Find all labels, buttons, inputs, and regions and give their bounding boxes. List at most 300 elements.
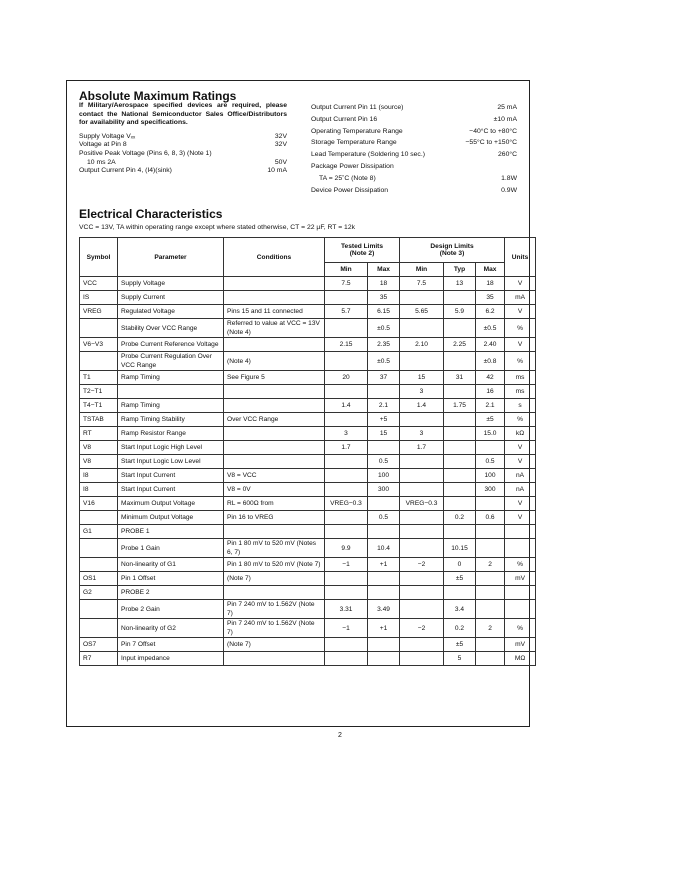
rating-label: 10 ms 2A bbox=[87, 158, 116, 166]
cell-conditions: V8 = 0V bbox=[224, 483, 325, 497]
rating-label: TA = 25˚C (Note 8) bbox=[319, 174, 376, 182]
cell-conditions: Pin 1 80 mV to 520 mV (Notes 6, 7) bbox=[224, 539, 325, 558]
cell-design-min: −2 bbox=[400, 619, 444, 638]
th-tested-min: Min bbox=[325, 263, 368, 277]
rating-label: Output Current Pin 4, (I4)(sink) bbox=[79, 167, 172, 175]
cell-design-min bbox=[400, 572, 444, 586]
ec-table bbox=[79, 237, 536, 666]
cell-units: s bbox=[505, 399, 536, 413]
cell-units: V bbox=[505, 277, 536, 291]
cell-tested-min bbox=[325, 352, 368, 371]
cell-parameter: Minimum Output Voltage bbox=[118, 511, 224, 525]
rating-label: Voltage at Pin 8 bbox=[79, 141, 127, 149]
cell-conditions bbox=[224, 427, 325, 441]
cell-design-max: 15.0 bbox=[476, 427, 505, 441]
cell-design-typ: 3.4 bbox=[444, 600, 476, 619]
cell-tested-min: 5.7 bbox=[325, 305, 368, 319]
cell-design-min: VREG−0.3 bbox=[400, 497, 444, 511]
left-rating bbox=[79, 150, 287, 159]
cell-conditions: (Note 4) bbox=[224, 352, 325, 371]
cell-tested-max: 3.49 bbox=[368, 600, 400, 619]
cell-symbol: T1 bbox=[80, 371, 118, 385]
cell-conditions bbox=[224, 525, 325, 539]
table-row bbox=[80, 600, 536, 619]
cell-tested-min bbox=[325, 385, 368, 399]
cell-units: % bbox=[505, 413, 536, 427]
cell-tested-max: 0.5 bbox=[368, 455, 400, 469]
th-conditions: Conditions bbox=[224, 238, 325, 277]
cell-design-max bbox=[476, 539, 505, 558]
cell-design-max: 2.1 bbox=[476, 399, 505, 413]
cell-symbol bbox=[80, 352, 118, 371]
table-row bbox=[80, 427, 536, 441]
cell-design-min bbox=[400, 413, 444, 427]
right-rating bbox=[311, 102, 517, 114]
cell-units: % bbox=[505, 558, 536, 572]
cell-parameter: Start Input Current bbox=[118, 483, 224, 497]
cell-tested-min: 7.5 bbox=[325, 277, 368, 291]
rating-value: ±10 mA bbox=[493, 115, 517, 123]
cell-units: mV bbox=[505, 638, 536, 652]
cell-design-min: 1.4 bbox=[400, 399, 444, 413]
cell-parameter: PROBE 2 bbox=[118, 586, 224, 600]
cell-design-min bbox=[400, 638, 444, 652]
cell-tested-max bbox=[368, 638, 400, 652]
cell-conditions: Pins 15 and 11 connected bbox=[224, 305, 325, 319]
cell-design-typ: 0 bbox=[444, 558, 476, 572]
rating-value: 10 mA bbox=[267, 167, 287, 175]
cell-design-max bbox=[476, 586, 505, 600]
cell-units: ms bbox=[505, 385, 536, 399]
th-tested-max: Max bbox=[368, 263, 400, 277]
cell-tested-max: 100 bbox=[368, 469, 400, 483]
table-row bbox=[80, 652, 536, 666]
cell-design-min bbox=[400, 319, 444, 338]
cell-design-typ bbox=[444, 469, 476, 483]
cell-units: V bbox=[505, 338, 536, 352]
table-row bbox=[80, 277, 536, 291]
cell-parameter: Ramp Timing bbox=[118, 399, 224, 413]
rating-value: −55°C to +150°C bbox=[465, 139, 517, 147]
cell-parameter: Probe 1 Gain bbox=[118, 539, 224, 558]
cell-conditions bbox=[224, 652, 325, 666]
cell-design-max: 2.40 bbox=[476, 338, 505, 352]
cell-design-typ bbox=[444, 441, 476, 455]
right-rating bbox=[311, 161, 517, 173]
cell-design-min: 1.7 bbox=[400, 441, 444, 455]
cell-symbol: OS1 bbox=[80, 572, 118, 586]
cell-conditions: Referred to value at VCC = 13V (Note 4) bbox=[224, 319, 325, 338]
cell-design-max: 35 bbox=[476, 291, 505, 305]
cell-design-min: −2 bbox=[400, 558, 444, 572]
rating-label: Supply Voltage Vₓₓ bbox=[79, 132, 136, 140]
cell-conditions: V8 = VCC bbox=[224, 469, 325, 483]
cell-conditions: See Figure 5 bbox=[224, 371, 325, 385]
table-row bbox=[80, 586, 536, 600]
cell-units: mA bbox=[505, 291, 536, 305]
table-row bbox=[80, 413, 536, 427]
rating-value: 1.8W bbox=[501, 174, 517, 182]
table-row bbox=[80, 371, 536, 385]
cell-design-typ: 5 bbox=[444, 652, 476, 666]
cell-design-max: 300 bbox=[476, 483, 505, 497]
cell-tested-min: −1 bbox=[325, 619, 368, 638]
cell-design-typ bbox=[444, 483, 476, 497]
cell-units bbox=[505, 586, 536, 600]
table-row bbox=[80, 352, 536, 371]
cell-tested-min bbox=[325, 319, 368, 338]
cell-tested-max: +5 bbox=[368, 413, 400, 427]
cell-parameter: Non-linearity of G2 bbox=[118, 619, 224, 638]
cell-units: mV bbox=[505, 572, 536, 586]
cell-tested-min: VREG−0.3 bbox=[325, 497, 368, 511]
cell-design-min: 5.65 bbox=[400, 305, 444, 319]
cell-design-max: 100 bbox=[476, 469, 505, 483]
cell-design-typ bbox=[444, 291, 476, 305]
ec-conditions: VCC = 13V, TA within operating range except where stated otherwise, CT = 22 µF, RT = 12k bbox=[79, 224, 356, 231]
cell-conditions bbox=[224, 338, 325, 352]
cell-conditions bbox=[224, 441, 325, 455]
cell-tested-max: 300 bbox=[368, 483, 400, 497]
cell-design-typ: 31 bbox=[444, 371, 476, 385]
cell-tested-min: 1.7 bbox=[325, 441, 368, 455]
cell-design-max: 18 bbox=[476, 277, 505, 291]
cell-units bbox=[505, 600, 536, 619]
rating-label: Output Current Pin 16 bbox=[311, 115, 378, 123]
cell-parameter: Stability Over VCC Range bbox=[118, 319, 224, 338]
cell-tested-max: 0.5 bbox=[368, 511, 400, 525]
cell-design-typ bbox=[444, 413, 476, 427]
cell-design-typ bbox=[444, 525, 476, 539]
cell-tested-max bbox=[368, 572, 400, 586]
cell-symbol: T2−T1 bbox=[80, 385, 118, 399]
cell-tested-max: 2.1 bbox=[368, 399, 400, 413]
left-rating bbox=[79, 141, 287, 150]
cell-tested-max bbox=[368, 586, 400, 600]
table-row bbox=[80, 291, 536, 305]
cell-design-typ: 5.9 bbox=[444, 305, 476, 319]
th-units: Units bbox=[505, 238, 536, 277]
cell-tested-max: +1 bbox=[368, 619, 400, 638]
cell-tested-min bbox=[325, 511, 368, 525]
cell-design-max bbox=[476, 497, 505, 511]
cell-symbol: IS bbox=[80, 291, 118, 305]
cell-design-min bbox=[400, 600, 444, 619]
table-row bbox=[80, 469, 536, 483]
cell-design-max: ±0.8 bbox=[476, 352, 505, 371]
cell-parameter: Input impedance bbox=[118, 652, 224, 666]
cell-tested-min bbox=[325, 413, 368, 427]
cell-conditions: Over VCC Range bbox=[224, 413, 325, 427]
cell-units: MΩ bbox=[505, 652, 536, 666]
amr-title: Absolute Maximum Ratings bbox=[79, 89, 237, 103]
cell-units: nA bbox=[505, 469, 536, 483]
cell-symbol: G2 bbox=[80, 586, 118, 600]
table-row bbox=[80, 619, 536, 638]
cell-tested-min bbox=[325, 586, 368, 600]
cell-units: kΩ bbox=[505, 427, 536, 441]
cell-design-min bbox=[400, 586, 444, 600]
cell-design-min bbox=[400, 539, 444, 558]
rating-value: 32V bbox=[274, 141, 287, 149]
cell-tested-min: 1.4 bbox=[325, 399, 368, 413]
cell-symbol: TSTAB bbox=[80, 413, 118, 427]
cell-design-min bbox=[400, 352, 444, 371]
cell-parameter: Pin 7 Offset bbox=[118, 638, 224, 652]
cell-symbol: V8 bbox=[80, 455, 118, 469]
cell-conditions bbox=[224, 291, 325, 305]
cell-tested-max bbox=[368, 497, 400, 511]
table-row bbox=[80, 319, 536, 338]
cell-parameter: Maximum Output Voltage bbox=[118, 497, 224, 511]
cell-conditions bbox=[224, 399, 325, 413]
cell-tested-min bbox=[325, 652, 368, 666]
cell-design-max: 6.2 bbox=[476, 305, 505, 319]
cell-symbol bbox=[80, 600, 118, 619]
cell-symbol bbox=[80, 539, 118, 558]
cell-parameter: Pin 1 Offset bbox=[118, 572, 224, 586]
cell-tested-max: 10.4 bbox=[368, 539, 400, 558]
right-rating bbox=[311, 126, 517, 138]
cell-tested-max: 35 bbox=[368, 291, 400, 305]
table-row bbox=[80, 511, 536, 525]
cell-design-max: 0.6 bbox=[476, 511, 505, 525]
ec-title: Electrical Characteristics bbox=[79, 207, 223, 221]
cell-tested-max: 6.15 bbox=[368, 305, 400, 319]
cell-parameter: Start Input Logic Low Level bbox=[118, 455, 224, 469]
cell-tested-max: 37 bbox=[368, 371, 400, 385]
cell-design-max bbox=[476, 600, 505, 619]
cell-tested-min: 20 bbox=[325, 371, 368, 385]
cell-tested-min: 9.9 bbox=[325, 539, 368, 558]
rating-label: Output Current Pin 11 (source) bbox=[311, 104, 404, 111]
table-row bbox=[80, 338, 536, 352]
cell-design-typ bbox=[444, 319, 476, 338]
cell-tested-min: −1 bbox=[325, 558, 368, 572]
cell-design-max bbox=[476, 441, 505, 455]
cell-conditions bbox=[224, 277, 325, 291]
cell-conditions: Pin 7 240 mV to 1.562V (Note 7) bbox=[224, 600, 325, 619]
table-row bbox=[80, 572, 536, 586]
cell-design-typ bbox=[444, 497, 476, 511]
rating-label: Positive Peak Voltage (Pins 6, 8, 3) (Note 1) bbox=[79, 149, 212, 157]
cell-design-typ bbox=[444, 385, 476, 399]
cell-design-min bbox=[400, 469, 444, 483]
cell-design-max bbox=[476, 652, 505, 666]
table-row bbox=[80, 525, 536, 539]
right-rating bbox=[311, 137, 517, 149]
table-row bbox=[80, 558, 536, 572]
cell-parameter: Ramp Timing bbox=[118, 371, 224, 385]
cell-symbol: VCC bbox=[80, 277, 118, 291]
cell-symbol: RT bbox=[80, 427, 118, 441]
table-row bbox=[80, 455, 536, 469]
cell-tested-min bbox=[325, 469, 368, 483]
cell-design-min: 3 bbox=[400, 385, 444, 399]
cell-units bbox=[505, 525, 536, 539]
cell-design-min bbox=[400, 525, 444, 539]
rating-value: 50V bbox=[274, 158, 287, 166]
cell-design-min: 7.5 bbox=[400, 277, 444, 291]
cell-design-min bbox=[400, 511, 444, 525]
cell-tested-max: 18 bbox=[368, 277, 400, 291]
table-row bbox=[80, 638, 536, 652]
cell-units: V bbox=[505, 305, 536, 319]
cell-design-min bbox=[400, 291, 444, 305]
cell-conditions: Pin 1 80 mV to 520 mV (Note 7) bbox=[224, 558, 325, 572]
cell-design-typ: 1.75 bbox=[444, 399, 476, 413]
cell-tested-min: 3.31 bbox=[325, 600, 368, 619]
cell-tested-max bbox=[368, 525, 400, 539]
cell-parameter: Non-linearity of G1 bbox=[118, 558, 224, 572]
rating-label: Storage Temperature Range bbox=[311, 139, 397, 147]
cell-tested-min: 3 bbox=[325, 427, 368, 441]
cell-design-max bbox=[476, 525, 505, 539]
cell-design-typ: 10.15 bbox=[444, 539, 476, 558]
rating-value: 0.9W bbox=[501, 186, 517, 194]
cell-parameter: PROBE 1 bbox=[118, 525, 224, 539]
cell-design-max: 2 bbox=[476, 558, 505, 572]
th-design-typ: Typ bbox=[444, 263, 476, 277]
cell-parameter: Supply Current bbox=[118, 291, 224, 305]
cell-tested-max: ±0.5 bbox=[368, 352, 400, 371]
th-design-max: Max bbox=[476, 263, 505, 277]
cell-parameter: Ramp Timing Stability bbox=[118, 413, 224, 427]
cell-tested-max bbox=[368, 441, 400, 455]
page-number: 2 bbox=[338, 732, 342, 739]
th-design-min: Min bbox=[400, 263, 444, 277]
cell-tested-max: ±0.5 bbox=[368, 319, 400, 338]
cell-units: ms bbox=[505, 371, 536, 385]
rating-value: 260°C bbox=[498, 151, 517, 159]
cell-design-typ: 0.2 bbox=[444, 511, 476, 525]
rating-label: Device Power Dissipation bbox=[311, 186, 389, 194]
cell-units: nA bbox=[505, 483, 536, 497]
amr-left-column bbox=[79, 102, 287, 176]
cell-units bbox=[505, 539, 536, 558]
cell-design-typ: ±5 bbox=[444, 572, 476, 586]
cell-conditions bbox=[224, 385, 325, 399]
cell-design-min: 15 bbox=[400, 371, 444, 385]
cell-design-min bbox=[400, 483, 444, 497]
cell-symbol: T4−T1 bbox=[80, 399, 118, 413]
cell-design-max: 42 bbox=[476, 371, 505, 385]
cell-tested-max bbox=[368, 385, 400, 399]
cell-symbol: G1 bbox=[80, 525, 118, 539]
cell-parameter: Ramp Resistor Range bbox=[118, 427, 224, 441]
cell-conditions: RL = 600Ω from bbox=[224, 497, 325, 511]
cell-parameter: Start Input Logic High Level bbox=[118, 441, 224, 455]
cell-design-typ: 2.25 bbox=[444, 338, 476, 352]
amr-right-column bbox=[311, 102, 517, 196]
cell-design-min bbox=[400, 652, 444, 666]
rating-value: −40°C to +80°C bbox=[469, 127, 517, 135]
cell-tested-min bbox=[325, 291, 368, 305]
cell-symbol: OS7 bbox=[80, 638, 118, 652]
cell-design-typ bbox=[444, 427, 476, 441]
right-rating bbox=[311, 149, 517, 161]
cell-tested-min bbox=[325, 572, 368, 586]
cell-symbol bbox=[80, 319, 118, 338]
cell-tested-min bbox=[325, 525, 368, 539]
table-row bbox=[80, 399, 536, 413]
cell-design-max: 2 bbox=[476, 619, 505, 638]
cell-units: V bbox=[505, 441, 536, 455]
cell-tested-min bbox=[325, 638, 368, 652]
cell-parameter: Regulated Voltage bbox=[118, 305, 224, 319]
cell-units: % bbox=[505, 619, 536, 638]
table-row bbox=[80, 539, 536, 558]
cell-parameter: Start Input Current bbox=[118, 469, 224, 483]
rating-label: Lead Temperature (Soldering 10 sec.) bbox=[311, 151, 425, 159]
cell-conditions bbox=[224, 586, 325, 600]
cell-tested-min: 2.15 bbox=[325, 338, 368, 352]
cell-design-typ: 0.2 bbox=[444, 619, 476, 638]
cell-tested-max bbox=[368, 652, 400, 666]
cell-symbol bbox=[80, 619, 118, 638]
th-parameter: Parameter bbox=[118, 238, 224, 277]
cell-parameter: Probe Current Regulation Over VCC Range bbox=[118, 352, 224, 371]
cell-tested-min bbox=[325, 455, 368, 469]
table-row bbox=[80, 385, 536, 399]
th-design: Design Limits (Note 3) bbox=[400, 238, 505, 263]
rating-label: Package Power Dissipation bbox=[311, 162, 394, 170]
cell-design-max: ±5 bbox=[476, 413, 505, 427]
rating-value: 25 mA bbox=[497, 104, 517, 111]
cell-conditions: (Note 7) bbox=[224, 572, 325, 586]
table-row bbox=[80, 441, 536, 455]
left-rating bbox=[79, 167, 287, 176]
cell-tested-max: 15 bbox=[368, 427, 400, 441]
cell-design-typ bbox=[444, 586, 476, 600]
left-rating bbox=[79, 133, 287, 142]
cell-design-min bbox=[400, 455, 444, 469]
cell-tested-max: 2.35 bbox=[368, 338, 400, 352]
right-rating bbox=[311, 173, 517, 185]
cell-units: % bbox=[505, 352, 536, 371]
cell-conditions bbox=[224, 455, 325, 469]
rating-value: 32V bbox=[274, 132, 287, 140]
cell-design-max bbox=[476, 638, 505, 652]
cell-units: V bbox=[505, 511, 536, 525]
table-row bbox=[80, 305, 536, 319]
cell-parameter bbox=[118, 385, 224, 399]
cell-symbol: I8 bbox=[80, 483, 118, 497]
cell-design-max bbox=[476, 572, 505, 586]
right-rating bbox=[311, 114, 517, 126]
cell-design-typ bbox=[444, 352, 476, 371]
rating-label: Operating Temperature Range bbox=[311, 127, 403, 135]
cell-design-min: 3 bbox=[400, 427, 444, 441]
cell-design-typ: ±5 bbox=[444, 638, 476, 652]
cell-symbol: R7 bbox=[80, 652, 118, 666]
cell-tested-min bbox=[325, 483, 368, 497]
cell-design-typ: 13 bbox=[444, 277, 476, 291]
cell-parameter: Probe 2 Gain bbox=[118, 600, 224, 619]
table-row bbox=[80, 497, 536, 511]
th-tested: Tested Limits (Note 2) bbox=[325, 238, 400, 263]
th-symbol: Symbol bbox=[80, 238, 118, 277]
cell-symbol: V16 bbox=[80, 497, 118, 511]
cell-symbol bbox=[80, 558, 118, 572]
cell-units: % bbox=[505, 319, 536, 338]
cell-tested-max: +1 bbox=[368, 558, 400, 572]
table-row bbox=[80, 483, 536, 497]
cell-design-typ bbox=[444, 455, 476, 469]
cell-units: V bbox=[505, 455, 536, 469]
cell-conditions: (Note 7) bbox=[224, 638, 325, 652]
cell-symbol: I8 bbox=[80, 469, 118, 483]
